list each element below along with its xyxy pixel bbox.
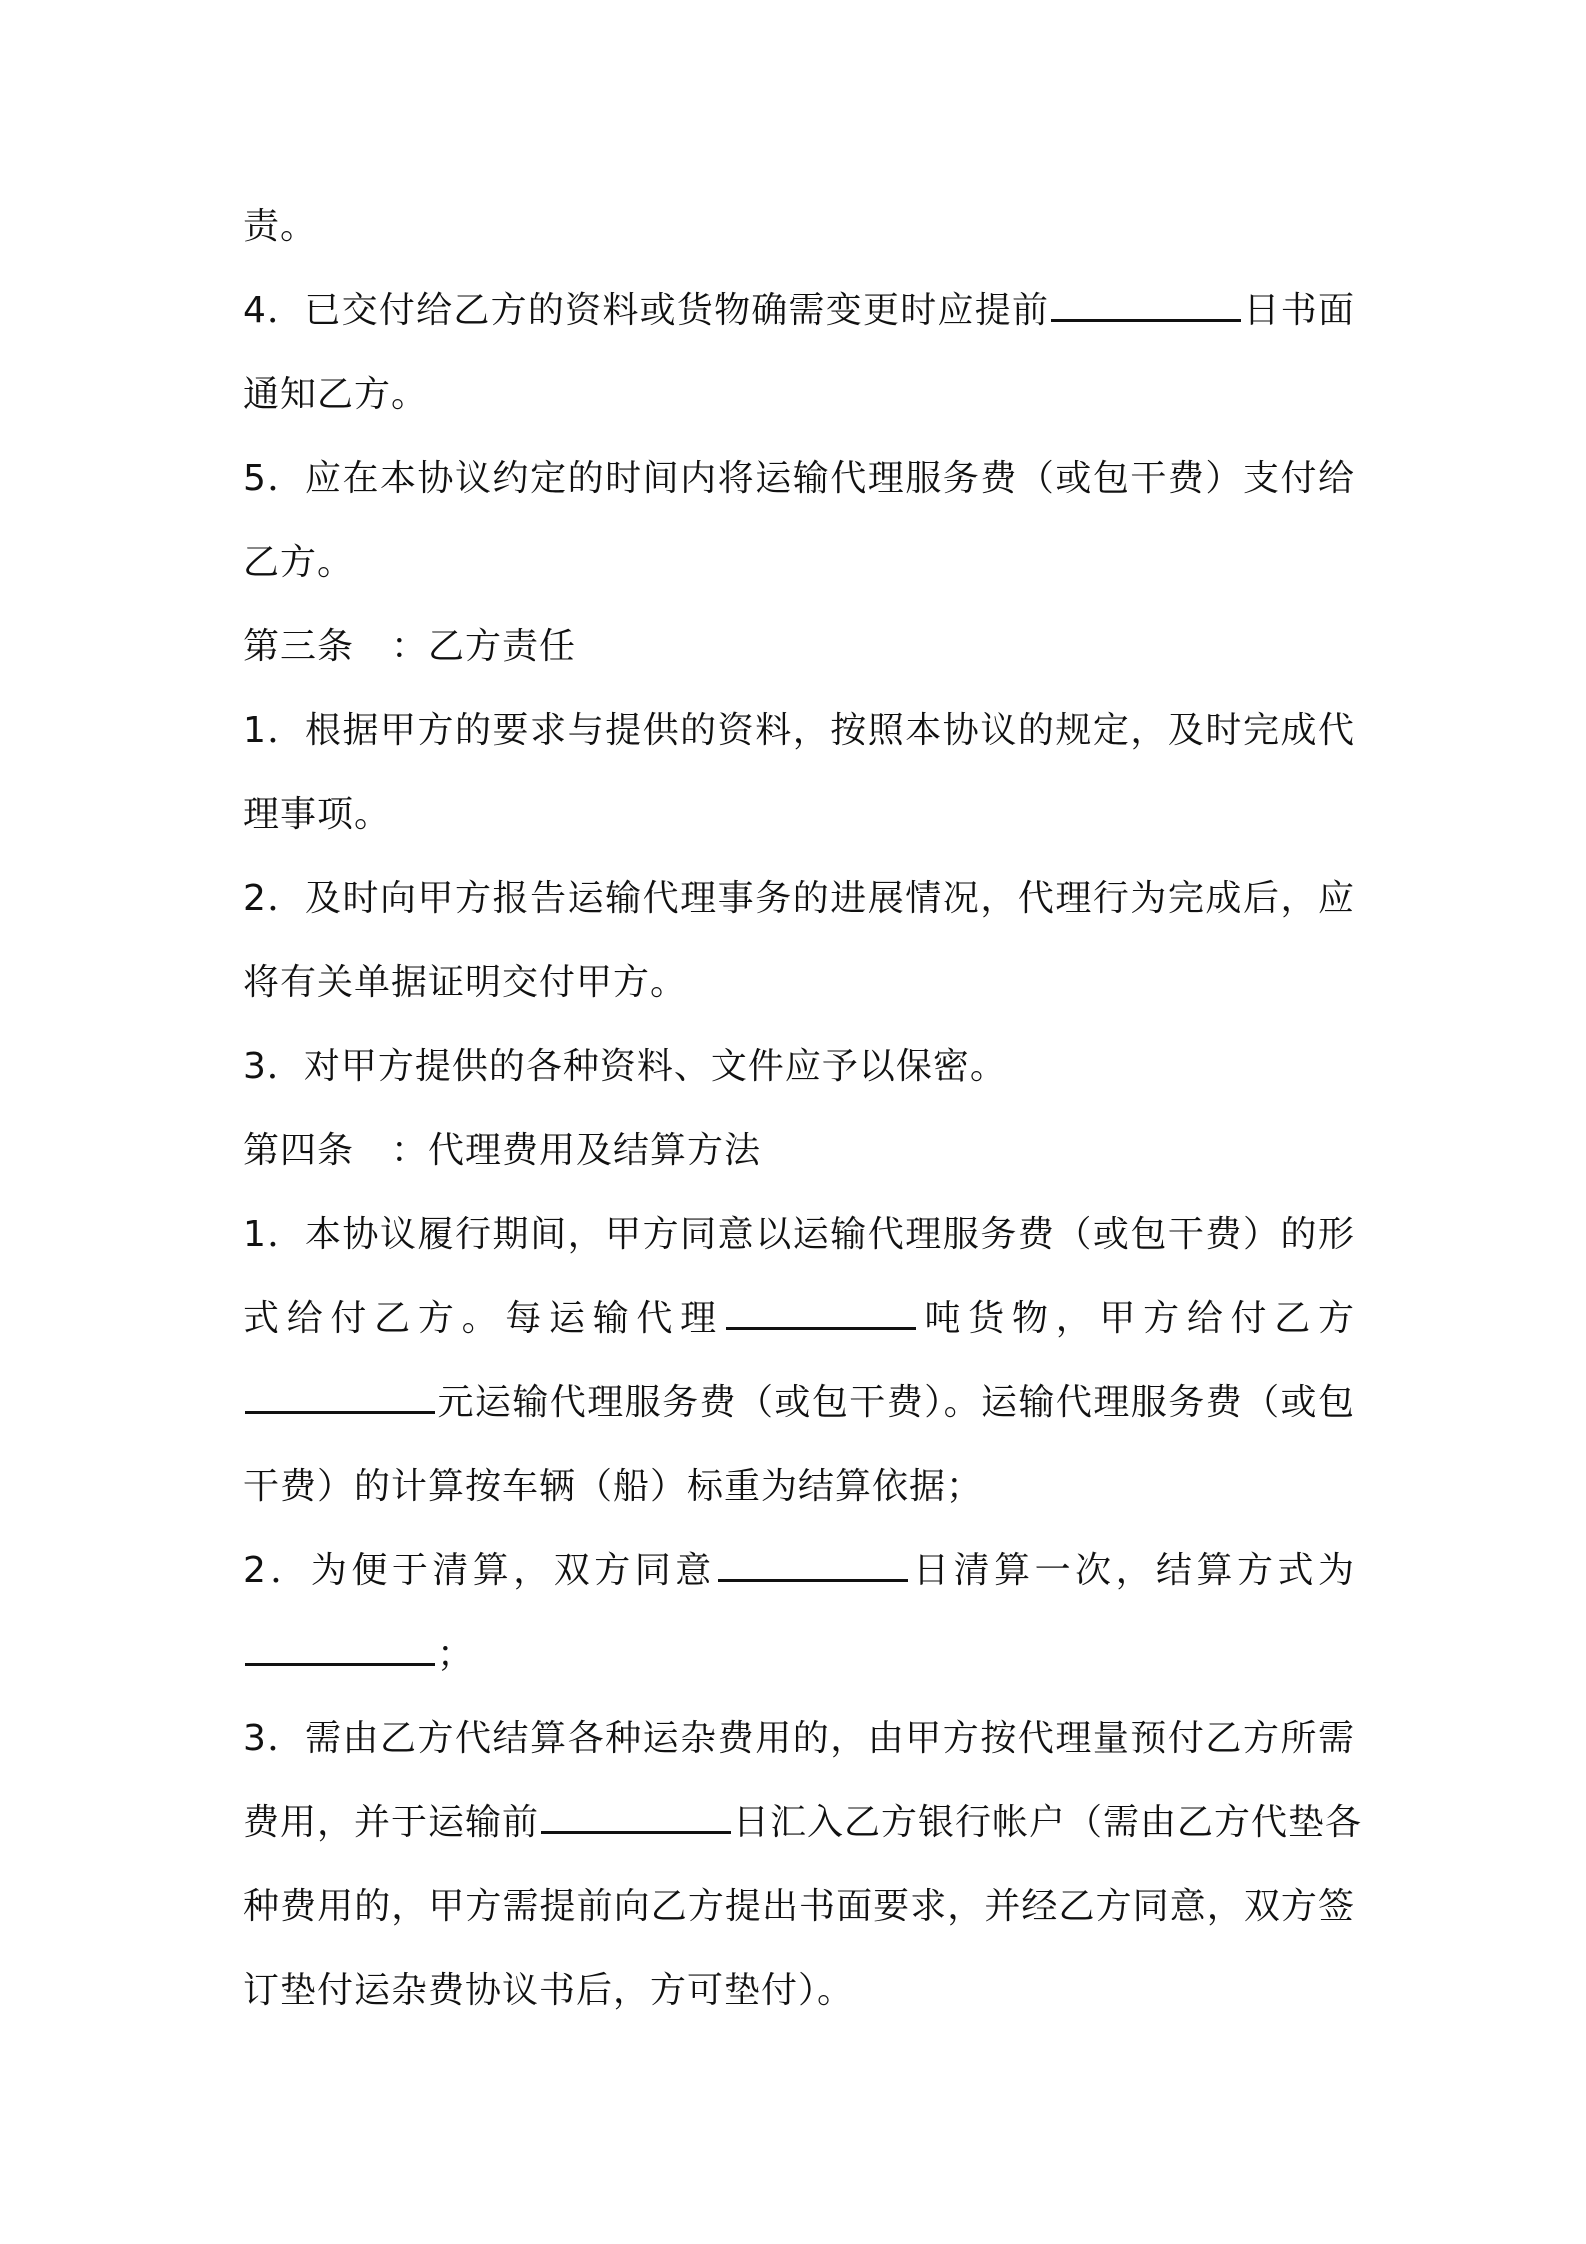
fill-in-blank bbox=[1051, 315, 1241, 322]
text-line: 3．需由乙方代结算各种运杂费用的，由甲方按代理量预付乙方所需 bbox=[243, 1718, 1355, 1759]
clause-line bbox=[243, 1793, 1363, 1877]
clause-text: 日汇入乙方银行帐户（需由乙方代垫各 bbox=[733, 1802, 1363, 1843]
fill-in-blank bbox=[245, 1407, 435, 1414]
text-line: 2．及时向甲方报告运输代理事务的进展情况，代理行为完成后，应 bbox=[243, 878, 1355, 919]
text-line: 种费用的，甲方需提前向乙方提出书面要求，并经乙方同意，双方签 bbox=[243, 1886, 1355, 1927]
text-line: 5．应在本协议约定的时间内将运输代理服务费（或包干费）支付给 bbox=[243, 458, 1355, 499]
clause-text: 元运输代理服务费（或包干费）。运输代理服务费（或包 bbox=[437, 1382, 1355, 1423]
text-line: 3．对甲方提供的各种资料、文件应予以保密。 bbox=[243, 1046, 1007, 1087]
text-line: 干费）的计算按车辆（船）标重为结算依据； bbox=[243, 1466, 984, 1507]
clause-text: 4．已交付给乙方的资料或货物确需变更时应提前 bbox=[243, 290, 1050, 331]
text-line: 将有关单据证明交付甲方。 bbox=[243, 962, 688, 1003]
text-line: 订垫付运杂费协议书后，方可垫付）。 bbox=[243, 1970, 855, 2011]
text-line: 通知乙方。 bbox=[243, 374, 429, 415]
clause-text: 费用，并于运输前 bbox=[243, 1802, 540, 1843]
fill-in-blank bbox=[245, 1659, 435, 1666]
clause-line bbox=[243, 1373, 1355, 1457]
clause-line bbox=[243, 1541, 1355, 1625]
fill-in-blank bbox=[541, 1827, 731, 1834]
document-body bbox=[243, 197, 1363, 2045]
fill-in-blank bbox=[718, 1575, 908, 1582]
text-line: 责。 bbox=[243, 206, 318, 247]
fill-in-blank bbox=[726, 1323, 916, 1330]
text-line: 1．根据甲方的要求与提供的资料，按照本协议的规定，及时完成代 bbox=[243, 710, 1355, 751]
clause-text: 日书面 bbox=[1243, 290, 1355, 331]
clause-line bbox=[243, 1625, 1355, 1709]
clause-line bbox=[243, 281, 1355, 365]
clause-text: 2．为便于清算，双方同意 bbox=[243, 1550, 716, 1591]
text-line: 理事项。 bbox=[243, 794, 392, 835]
clause-text: 日清算一次，结算方式为 bbox=[909, 1550, 1355, 1591]
clause-line bbox=[243, 1289, 1355, 1373]
text-line: 乙方。 bbox=[243, 542, 355, 583]
text-line: 1．本协议履行期间，甲方同意以运输代理服务费（或包干费）的形 bbox=[243, 1214, 1355, 1255]
clause-text: 吨货物，甲方给付乙方 bbox=[917, 1298, 1355, 1339]
section-heading: 第三条 ：乙方责任 bbox=[243, 626, 577, 667]
section-heading: 第四条 ：代理费用及结算方法 bbox=[243, 1130, 762, 1171]
clause-text: ； bbox=[437, 1634, 475, 1675]
clause-text: 式给付乙方。每运输代理 bbox=[243, 1298, 724, 1339]
